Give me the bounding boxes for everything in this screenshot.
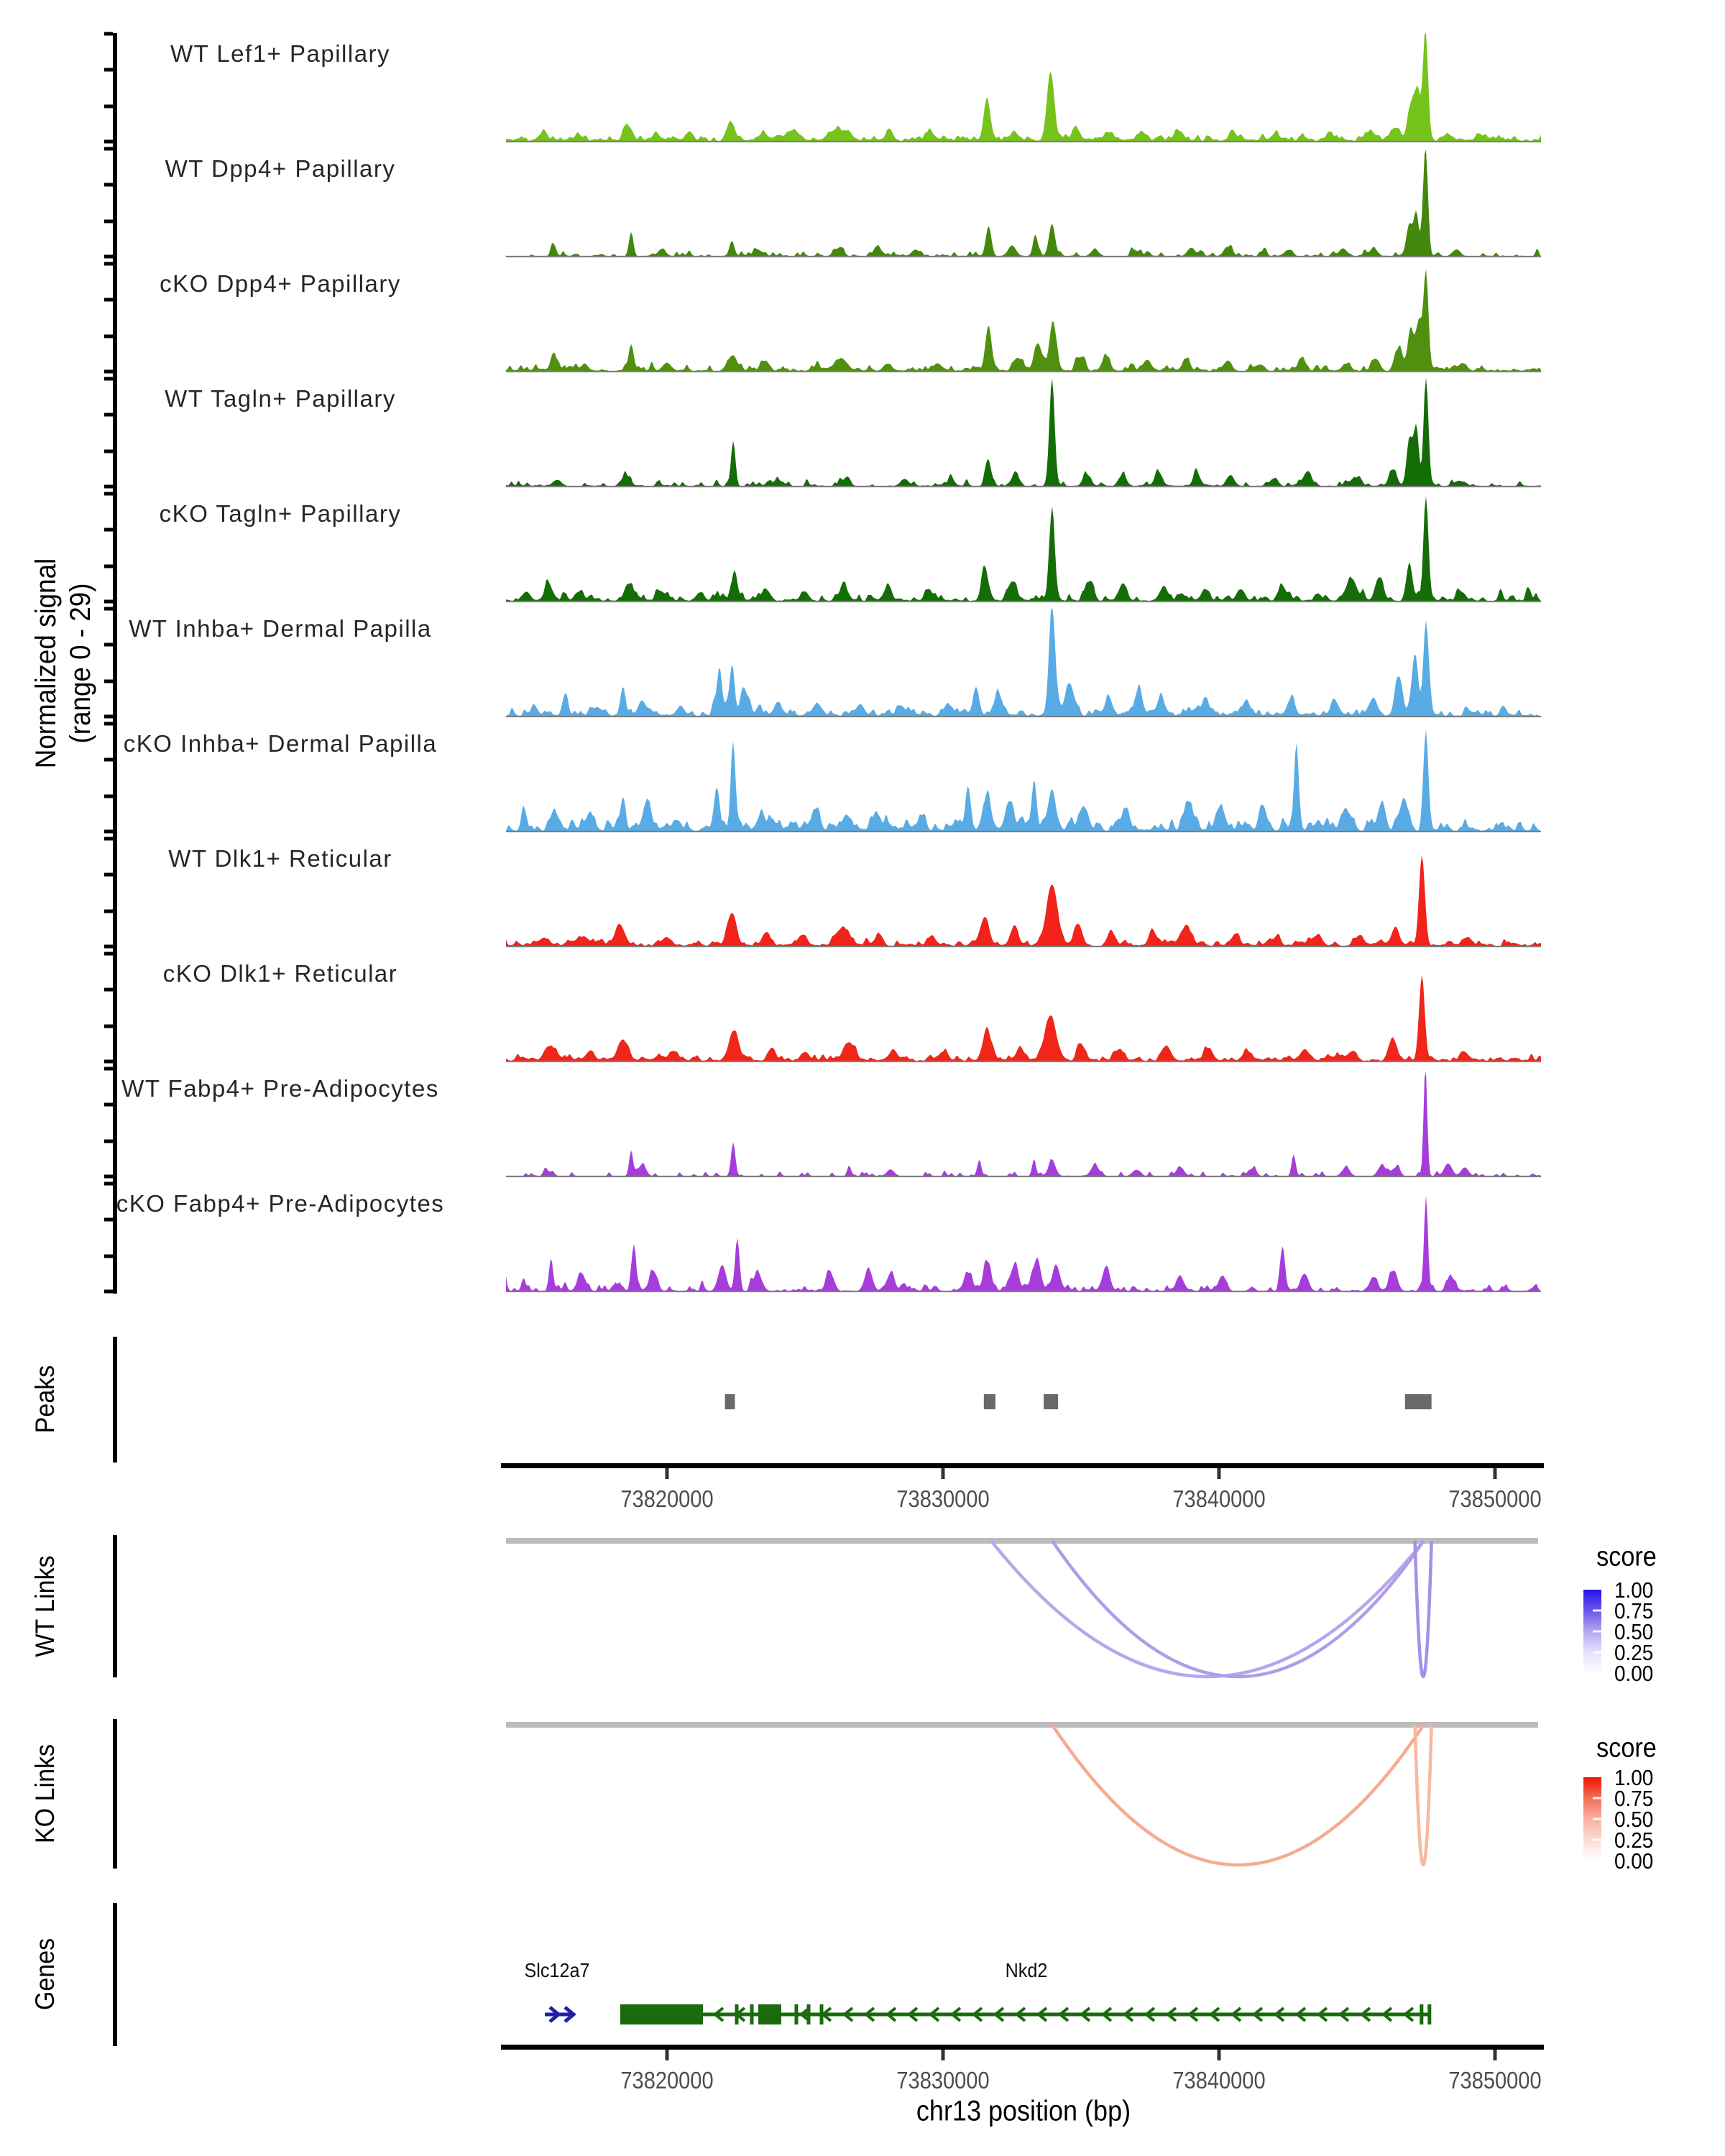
y-axis-label (29, 558, 98, 768)
gene-exon-tick (794, 2004, 798, 2024)
score-legend-value-1-2: 0.50 (1614, 1807, 1654, 1832)
coverage-signal-6 (506, 729, 1541, 831)
signal-axis-tick (104, 298, 113, 302)
x-axis-top-tick-label-1: 73830000 (896, 1485, 990, 1512)
score-legend-value-1-4: 0.00 (1614, 1848, 1654, 1874)
coverage-signal-3 (506, 378, 1541, 487)
signal-axis-tick (104, 830, 113, 834)
signal-axis-tick (104, 1025, 113, 1028)
link-arc-1-0 (1052, 1725, 1424, 1865)
signal-axis-tick (104, 1140, 113, 1143)
signal-axis-tick (104, 1060, 113, 1064)
signal-axis-tick (104, 607, 113, 611)
coverage-signal-1 (506, 149, 1541, 257)
signal-axis-tick (104, 873, 113, 877)
coverage-signal-10 (506, 1195, 1541, 1291)
signal-axis-tick (104, 377, 113, 381)
peak-box-3 (1405, 1394, 1432, 1409)
signal-axis-tick (104, 758, 113, 762)
links-top-line-1 (506, 1722, 1538, 1728)
links-bracket-line-0 (113, 1535, 117, 1677)
signal-axis-tick (104, 680, 113, 683)
peak-box-2 (1044, 1394, 1058, 1409)
x-axis-bottom-line (501, 2045, 1544, 2050)
x-axis-top-tick (665, 1468, 668, 1479)
signal-axis-tick (104, 837, 113, 841)
gene-exon-box (620, 2004, 703, 2024)
signal-axis-tick (104, 413, 113, 417)
signal-axis-tick (104, 1218, 113, 1222)
links-group (113, 1535, 1601, 1869)
peaks-track-label: Peaks (30, 1365, 60, 1434)
signal-axis-tick (104, 1067, 113, 1071)
signal-axis-tick (104, 722, 113, 726)
signal-axis-tick (104, 1103, 113, 1107)
signal-axis-tick (104, 952, 113, 956)
coverage-signal-7 (506, 855, 1541, 946)
coverage-signal-2 (506, 270, 1541, 372)
score-bar-tick (1593, 1631, 1601, 1633)
links-bracket-line-1 (113, 1719, 117, 1869)
track-label-7: WT Dlk1+ Reticular (168, 845, 392, 872)
x-axis-title: chr13 position (bp) (916, 2095, 1131, 2127)
link-arc-1-1 (1415, 1725, 1432, 1865)
score-legend-value-0-3: 0.25 (1614, 1640, 1654, 1665)
score-bar-tick (1593, 1839, 1601, 1841)
signal-axis-tick (104, 183, 113, 187)
signal-axis-tick (104, 262, 113, 266)
coverage-signal-4 (506, 496, 1541, 602)
track-label-6: cKO Inhba+ Dermal Papilla (123, 730, 438, 757)
peak-box-1 (984, 1394, 995, 1409)
peaks-group (113, 1337, 1432, 1462)
signal-axis-tick (104, 910, 113, 913)
score-legend-value-1-0: 1.00 (1614, 1765, 1654, 1790)
coverage-signal-9 (506, 1072, 1541, 1176)
signal-axis-tick (104, 715, 113, 719)
peak-box-0 (725, 1394, 735, 1409)
gene-label-Slc12a7: Slc12a7 (524, 1959, 590, 1981)
signal-axis-tick (104, 528, 113, 532)
score-bar-tick (1593, 1651, 1601, 1654)
signal-axis-tick (104, 795, 113, 798)
score-legend-value-0-0: 1.00 (1614, 1577, 1654, 1603)
x-axis-bottom-tick (1493, 2050, 1496, 2060)
link-arc-0-2 (1415, 1541, 1432, 1677)
link-arc-0-0 (991, 1541, 1424, 1677)
signal-axis-tick (104, 335, 113, 338)
signal-axis-tick (104, 492, 113, 496)
signal-axis-tick (104, 147, 113, 151)
x-axis-top-tick (1493, 1468, 1496, 1479)
x-axis-top-line (501, 1463, 1544, 1468)
score-legend-value-0-1: 0.75 (1614, 1598, 1654, 1623)
signal-axis-tick (104, 988, 113, 992)
track-label-0: WT Lef1+ Papillary (170, 40, 391, 67)
coverage-signal-8 (506, 975, 1541, 1061)
x-axis-bottom-tick-label-2: 73840000 (1172, 2067, 1266, 2093)
signal-axis-tick (104, 1182, 113, 1186)
signal-axis-tick (104, 485, 113, 489)
signal-axis-tick (104, 140, 113, 144)
score-legend-value-1-3: 0.25 (1614, 1828, 1654, 1853)
track-label-2: cKO Dpp4+ Papillary (160, 270, 401, 297)
signal-axis-tick (104, 1290, 113, 1294)
coverage-tracks-group (506, 33, 1541, 1292)
y-axis-label-line1: Normalized signal (30, 558, 62, 769)
x-axis-bottom-tick (665, 2050, 668, 2060)
track-label-1: WT Dpp4+ Papillary (165, 155, 396, 182)
gene-exon-tick (1420, 2004, 1423, 2024)
signal-axis-tick (104, 370, 113, 374)
signal-axis-tick (104, 105, 113, 109)
x-axis-top-tick-label-3: 73850000 (1448, 1485, 1542, 1512)
x-axis-top-tick (941, 1468, 944, 1479)
gene-exon-box (758, 2004, 781, 2024)
track-label-3: WT Tagln+ Papillary (165, 385, 396, 412)
ko-score-legend-title: score (1596, 1733, 1657, 1764)
gene-exon-tick (1427, 2004, 1431, 2024)
ko-links-track-label: KO Links (30, 1743, 60, 1844)
gene-label-Nkd2: Nkd2 (1005, 1959, 1048, 1981)
score-bar-tick (1593, 1797, 1601, 1800)
genes-bracket-line (113, 1903, 117, 2046)
track-label-5: WT Inhba+ Dermal Papilla (129, 615, 432, 642)
score-bar-tick (1593, 1610, 1601, 1612)
track-label-10: cKO Fabp4+ Pre-Adipocytes (116, 1190, 445, 1217)
coverage-signal-5 (506, 608, 1541, 717)
x-axis-top-tick-label-2: 73840000 (1172, 1485, 1266, 1512)
peaks-bracket-line (113, 1337, 117, 1462)
x-axis-top-tick-label-0: 73820000 (620, 1485, 714, 1512)
signal-axis-tick (104, 68, 113, 72)
signal-axis-tick (104, 220, 113, 224)
signal-axis-tick (104, 600, 113, 604)
genes-group (113, 1903, 1431, 2046)
track-label-8: cKO Dlk1+ Reticular (162, 960, 398, 987)
score-legend-value-0-4: 0.00 (1614, 1661, 1654, 1686)
track-label-4: cKO Tagln+ Papillary (159, 500, 402, 527)
axes-group (104, 32, 1544, 2061)
signal-axis-tick (104, 643, 113, 647)
x-axis-bottom-tick (1217, 2050, 1220, 2060)
signal-axis-tick (104, 255, 113, 259)
coverage-signal-0 (506, 33, 1541, 142)
x-axis-bottom-tick-label-3: 73850000 (1448, 2067, 1542, 2093)
links-top-line-0 (506, 1538, 1538, 1544)
score-bar-tick (1593, 1818, 1601, 1820)
wt-links-track-label: WT Links (30, 1555, 60, 1657)
link-arc-0-1 (1052, 1541, 1424, 1677)
y-axis-label-line2: (range 0 - 29) (65, 583, 96, 744)
signal-axis-line (113, 33, 117, 1294)
signal-axis-tick (104, 450, 113, 453)
wt-score-legend-title: score (1596, 1542, 1657, 1572)
signal-axis-tick (104, 565, 113, 568)
signal-axis-tick (104, 1255, 113, 1258)
x-axis-bottom-tick-label-0: 73820000 (620, 2067, 714, 2093)
x-axis-bottom-tick (941, 2050, 944, 2060)
track-label-9: WT Fabp4+ Pre-Adipocytes (121, 1075, 439, 1102)
genes-track-label: Genes (30, 1938, 60, 2011)
gene-exon-tick (750, 2004, 753, 2024)
signal-axis-tick (104, 32, 113, 36)
x-axis-bottom-tick-label-1: 73830000 (896, 2067, 990, 2093)
signal-axis-tick (104, 1175, 113, 1179)
score-legend-value-0-2: 0.50 (1614, 1619, 1654, 1644)
signal-axis-tick (104, 945, 113, 949)
score-legend-value-1-1: 0.75 (1614, 1786, 1654, 1811)
x-axis-top-tick (1217, 1468, 1220, 1479)
